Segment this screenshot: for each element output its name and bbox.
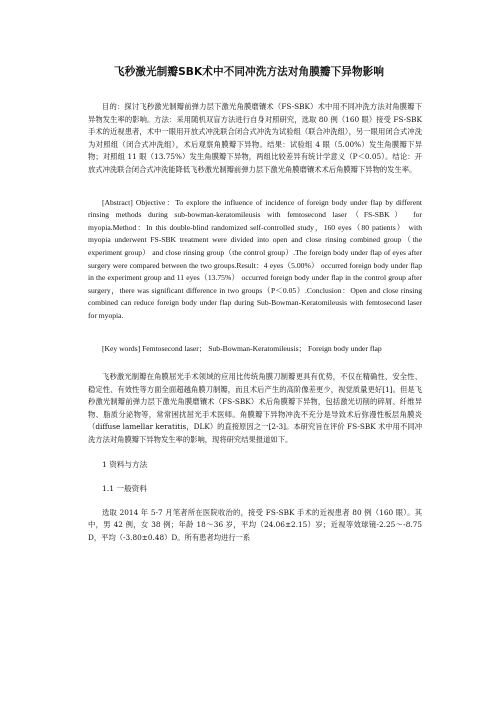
abstract-chinese: 目的：探讨飞秒激光制瓣前弹力层下激光角膜磨镶术（FS-SBK）术中用不同冲洗方法对角膜瓣下异物发生率的影响。方法：采用随机双盲方法进行自身对照研究，选取 80 例（160 眼）接受 FS-SBK 手术的近视患者，术中一眼用开放式冲洗联合闭合式冲洗为试验组（联合冲洗组），另一眼用闭合式冲洗为对照组（闭合式冲洗组），术后观察角膜瓣下异物。结果：试验组 4 眼（5.00%）发生角膜瓣下异物；对照组 11 眼（13.75%）发生角膜瓣下异物，两组比较差异有统计学意义（P＜0.05）。结论：开放式冲洗联合闭合式冲洗能降低飞秒激光制瓣前弹力层下激光角膜磨镶术术后角膜瓣下异物的发生率。 (88, 102, 422, 174)
keywords: [Key words] Femtosecond laser； Sub-Bowman-Keratomileusis； Foreign body under flap (102, 343, 382, 353)
section-heading: 1 资料与方法 (102, 459, 148, 469)
body-paragraph: 选取 2014 年 5-7 月笔者所在医院收治的，接受 FS-SBK 手术的近视患者 80 例（160 眼）。其中，男 42 例，女 38 例；年龄 18～36 岁，平均（24.06±2.15）岁；近视等效球镜-2.25～-8.75 D，平均（-3.80±0.48）D。所有患者均进行一系 (88, 507, 422, 542)
abstract-english: [Abstract] Objective：To explore the influence of incidence of foreign body under flap by different rinsing methods during sub-bowman-keratomileusis with femtosecond laser（FS-SBK） for myopia.Method：In this double-blind randomized self-controlled study，160 eyes（80 patients） with myopia underwent FS-SBK treatment were divided into open and close rinsing combined group（the experiment group） and close rinsing group（the control group）.The foreign body under flap of eyes after surgery were compared between the two groups.Result：4 eyes（5.00%） occurred foreign body under flap in the experiment group and 11 eyes（13.75%） occurred foreign body under flap in the control group after surgery，there was significant difference in two groups（P＜0.05）.Conclusion：Open and close rinsing combined can reduce foreign body under flap during Sub-Bowman-Keratomileusis with femtosecond laser for myopia. (88, 197, 422, 320)
paper-title: 飞秒激光制瓣SBK术中不同冲洗方法对角膜瓣下异物影响 (113, 66, 385, 78)
introduction-paragraph: 飞秒激光制瓣在角膜屈光手术领域的应用比传统角膜刀制瓣更具有优势，不仅在精确性、安全性、稳定性、有效性等方面全面超越角膜刀制瓣，而且术后产生的高阶像差更少，视觉质量更好[1]。但是飞秒激光制瓣前弹力层下激光角膜磨镶术（FS-SBK）术后角膜瓣下异物，包括激光切削的碎屑、纤维异物、脂质分泌物等，常常困扰屈光手术医师。角膜瓣下异物冲洗不充分是导致术后弥漫性板层角膜炎（diffuse lamellar keratitis，DLK）的直接原因之一[2-3]。本研究旨在评价 FS-SBK 术中用不同冲洗方法对角膜瓣下异物发生率的影响，现将研究结果报道如下。 (88, 372, 422, 445)
subsection-heading: 1.1 一般资料 (102, 483, 147, 493)
